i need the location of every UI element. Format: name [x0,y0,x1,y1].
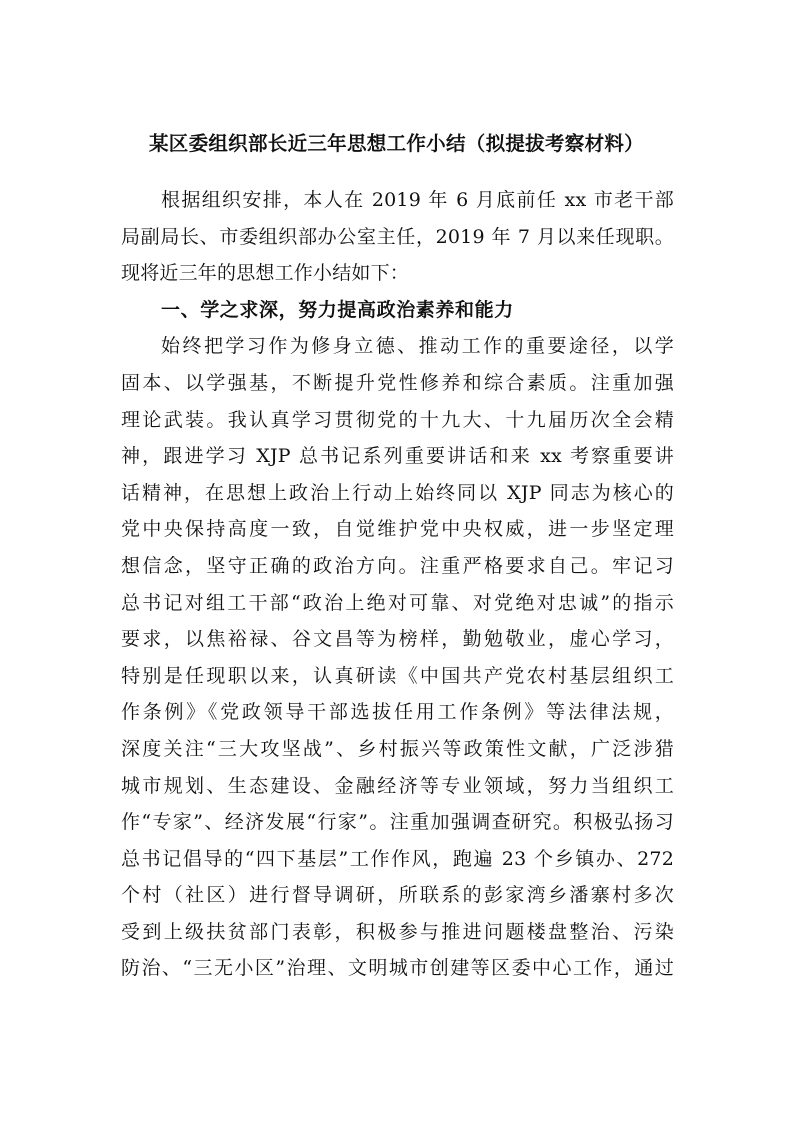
paragraph-line: 话精神，在思想上政治上行动上始终同以 XJP 同志为核心的 [121,481,674,504]
paragraph-line: 固本、以学强基，不断提升党性修养和综合素质。注重加强 [121,371,674,394]
paragraph-line: 局副局长、市委组织部办公室主任，2019 年 7 月以来任现职。 [121,225,674,248]
paragraph-line: 作条例》《党政领导干部选拔任用工作条例》等法律法规， [121,701,674,724]
paragraph-line: 想信念，坚守正确的政治方向。注重严格要求自己。牢记习 [121,554,674,577]
paragraph-line: 要求，以焦裕禄、谷文昌等为榜样，勤勉敬业，虚心学习， [121,628,674,651]
paragraph-line: 根据组织安排，本人在 2019 年 6 月底前任 xx 市老干部 [161,189,674,211]
paragraph-line: 防治、“三无小区”治理、文明城市创建等区委中心工作，通过 [121,957,674,980]
paragraph-line: 神，跟进学习 XJP 总书记系列重要讲话和来 xx 考察重要讲 [121,445,674,468]
paragraph-line: 城市规划、生态建设、金融经济等专业领域，努力当组织工 [121,774,674,797]
paragraph-line: 党中央保持高度一致，自觉维护党中央权威，进一步坚定理 [121,518,674,541]
section-heading: 一、学之求深，努力提高政治素养和能力 [161,298,514,321]
paragraph-line: 深度关注“三大攻坚战”、乡村振兴等政策性文献，广泛涉猎 [121,737,674,760]
paragraph-line: 总书记倡导的“四下基层”工作作风，跑遍 23 个乡镇办、272 [121,847,674,870]
paragraph-line: 特别是任现职以来，认真研读《中国共产党农村基层组织工 [121,664,674,687]
paragraph-line: 理论武装。我认真学习贯彻党的十九大、十九届历次全会精 [121,408,674,431]
document-body [121,182,674,987]
paragraph-line: 总书记对组工干部“政治上绝对可靠、对党绝对忠诚”的指示 [121,591,674,614]
paragraph-line: 个村（社区）进行督导调研，所联系的彭家湾乡潘寨村多次 [121,884,674,907]
paragraph-line: 现将近三年的思想工作小结如下： [121,262,410,285]
document-title: 某区委组织部长近三年思想工作小结（拟提拔考察材料） [148,132,644,155]
paragraph-line: 始终把学习作为修身立德、推动工作的重要途径，以学 [161,335,674,358]
paragraph-line: 受到上级扶贫部门表彰，积极参与推进问题楼盘整治、污染 [121,920,674,943]
paragraph-line: 作“专家”、经济发展“行家”。注重加强调查研究。积极弘扬习 [121,811,674,834]
